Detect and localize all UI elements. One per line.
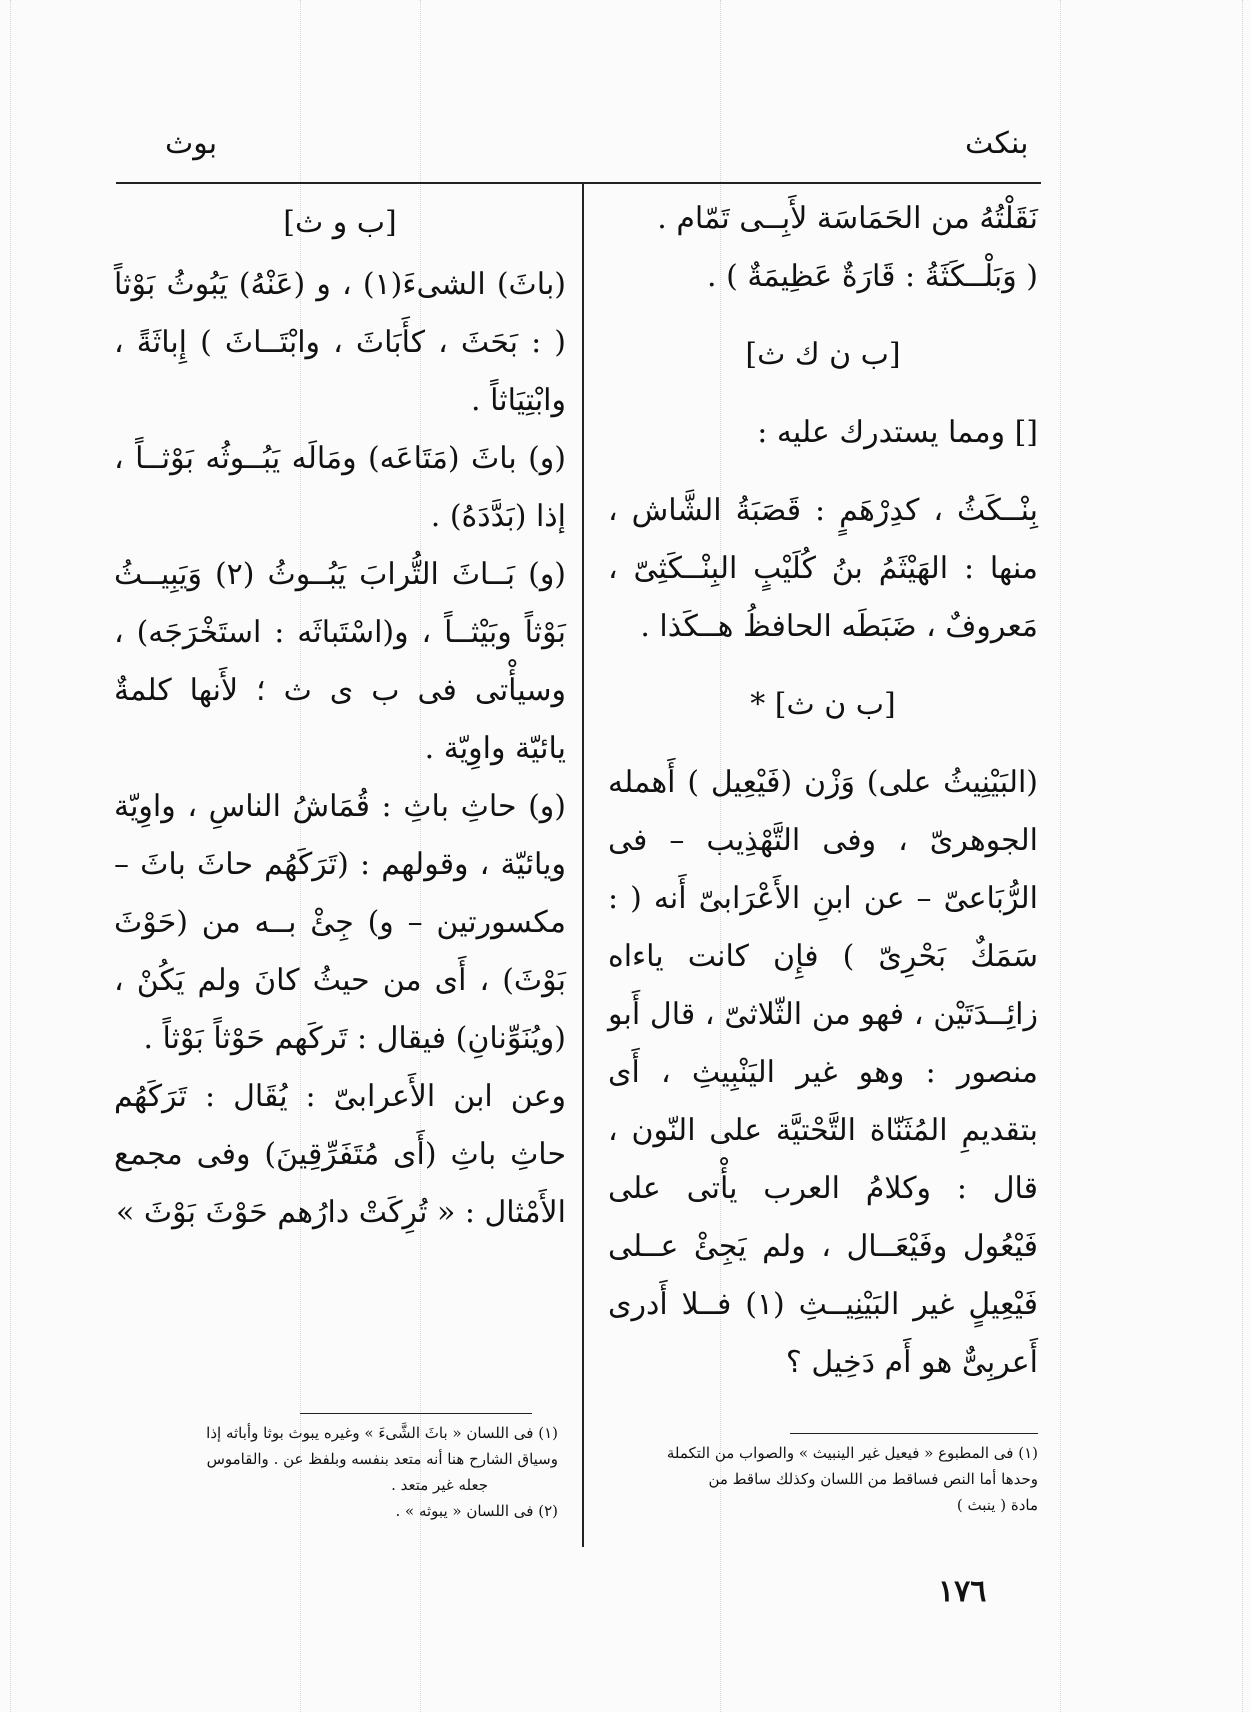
paragraph: (البَيْنِيثُ على) وَزْن (فَيْعِيل ) أَهمله الجوهرىّ ، وفى التَّهْذِيب – فى الرُّبَاعىّ – عن ابنِ الأَعْرَابىّ أَنه ( : سَمَكٌ بَحْرِىّ ) فإِن كانت ياءاه زائِــدَتَيْن ، فهو من الثّلاثىّ ، قال أَبو منصور : وهو غير اليَنْبِيثِ ، أَى بتقديمِ المُثَنّاة التَّحْتيَّة على النّون ، قال : وكلامُ العرب يأْتى على فَيْعُول وفَيْعَــال ، ولم يَجِئْ عــلى فَيْعِيلٍ غير البَيْنِيــثِ (١) فــلا أَدرى أَعربِىٌّ هو أَم دَخِيل ؟	[608, 765, 1038, 1380]
header-right-word: بنكث	[965, 126, 1029, 161]
paragraph: (باثَ) الشىءَ(١) ، و (عَنْهُ) يَبُوثُ بَوْثاً ( : بَحَثَ ، كأَبَاثَ ، وابْتَــاثَ ) إِباثَةً ، وابْتِيَاثاً .	[114, 267, 566, 418]
paragraph: نَقَلْتُهُ من الحَمَاسَة لأَبِــى تَمّام .	[657, 201, 1038, 236]
footnote-line: جعله غير متعد .	[391, 1476, 488, 1494]
paragraph: بِنْــكَثُ ، كدِرْهَمٍ : قَصَبَةُ الشَّاش ، منها : الهَيْثَمُ بنُ كُلَيْبٍ البِنْــكَثِىّ ، مَعروفٌ ، ضَبَطَه الحافظُ هــكَذا .	[608, 493, 1038, 644]
header-rule	[116, 182, 1041, 184]
paragraph: (و) بَــاثَ التُّرابَ يَبُــوثُ (٢) وَيَبِيــثُ بَوْثاً وبَيْثــاً ، و(اسْتَباثَه : استَخْرَجَه) ، وسيأْتى فى ب ى ث ؛ لأَنها كلمةٌ يائيّة واوِيّة .	[114, 557, 567, 766]
footnote-line: (٢) فى اللسان « يبوثه » .	[395, 1502, 558, 1520]
guide-line	[1242, 0, 1243, 1712]
page-number: ١٧٦	[938, 1574, 987, 1609]
footnote-line: وحدها أما النص فساقط من اللسان وكذلك ساقط من	[708, 1470, 1038, 1488]
paragraph: (و) حاثِ باثِ : قُمَاشُ الناسِ ، واوِيّة ويائيّة ، وقولهم : (تَرَكَهُم حاثَ باثَ – مكسورتين – و) جِئْ بــه من (حَوْثَ بَوْثَ) ، أَى من حيثُ كانَ ولم يَكُنْ ، (ويُنَوِّنانِ) فيقال : تَركَهم حَوْثاً بَوْثاً .	[114, 789, 566, 1056]
footnote-line: (١) فى المطبوع « فيعيل غير الينبيث » والصواب من التكملة	[666, 1444, 1038, 1462]
footnotes-left	[118, 1420, 558, 1524]
entry-heading: [ب و ث]	[283, 205, 397, 240]
footnote-line: وسياق الشارح هنا أنه متعد بنفسه وبلفظ عن . والقاموس	[206, 1450, 558, 1468]
paragraph: ( وَبَلْــكَثَةُ : قَارَةٌ عَظِيمَةٌ ) .	[707, 259, 1038, 294]
header-left-word: بوث	[165, 126, 218, 161]
footnotes-right	[612, 1440, 1038, 1518]
entry-heading: [ب ن ك ث]	[745, 337, 901, 372]
right-column	[608, 190, 1038, 1392]
guide-line	[1060, 0, 1061, 1712]
mustadrak-note: [] ومما يستدرك عليه :	[757, 415, 1038, 450]
paragraph: (و) باثَ (مَتَاعَه) ومَالَه يَبُــوثُه بَوْثــاً ، إذا (بَدَّدَهُ) .	[114, 441, 566, 534]
left-column	[114, 190, 566, 1242]
footnote-rule-left	[300, 1413, 532, 1414]
footnote-line: (١) فى اللسان « باثَ الشَّىءَ » وغيره يبوث بوثا وأباثه إذا	[206, 1424, 558, 1442]
guide-line	[10, 0, 11, 1712]
footnote-line: مادة ( ينبث )	[956, 1496, 1038, 1514]
column-divider	[582, 182, 584, 1547]
paragraph: وعن ابن الأَعرابىّ : يُقَال : تَرَكَهُم حاثِ باثِ (أَى مُتَفَرِّقِينَ) وفى مجمع الأَمْثال : « تُرِكَتْ دارُهم حَوْثَ بَوْثَ »	[114, 1079, 566, 1230]
footnote-rule-right	[790, 1433, 1038, 1434]
entry-heading: [ب ن ث] *	[750, 687, 896, 722]
